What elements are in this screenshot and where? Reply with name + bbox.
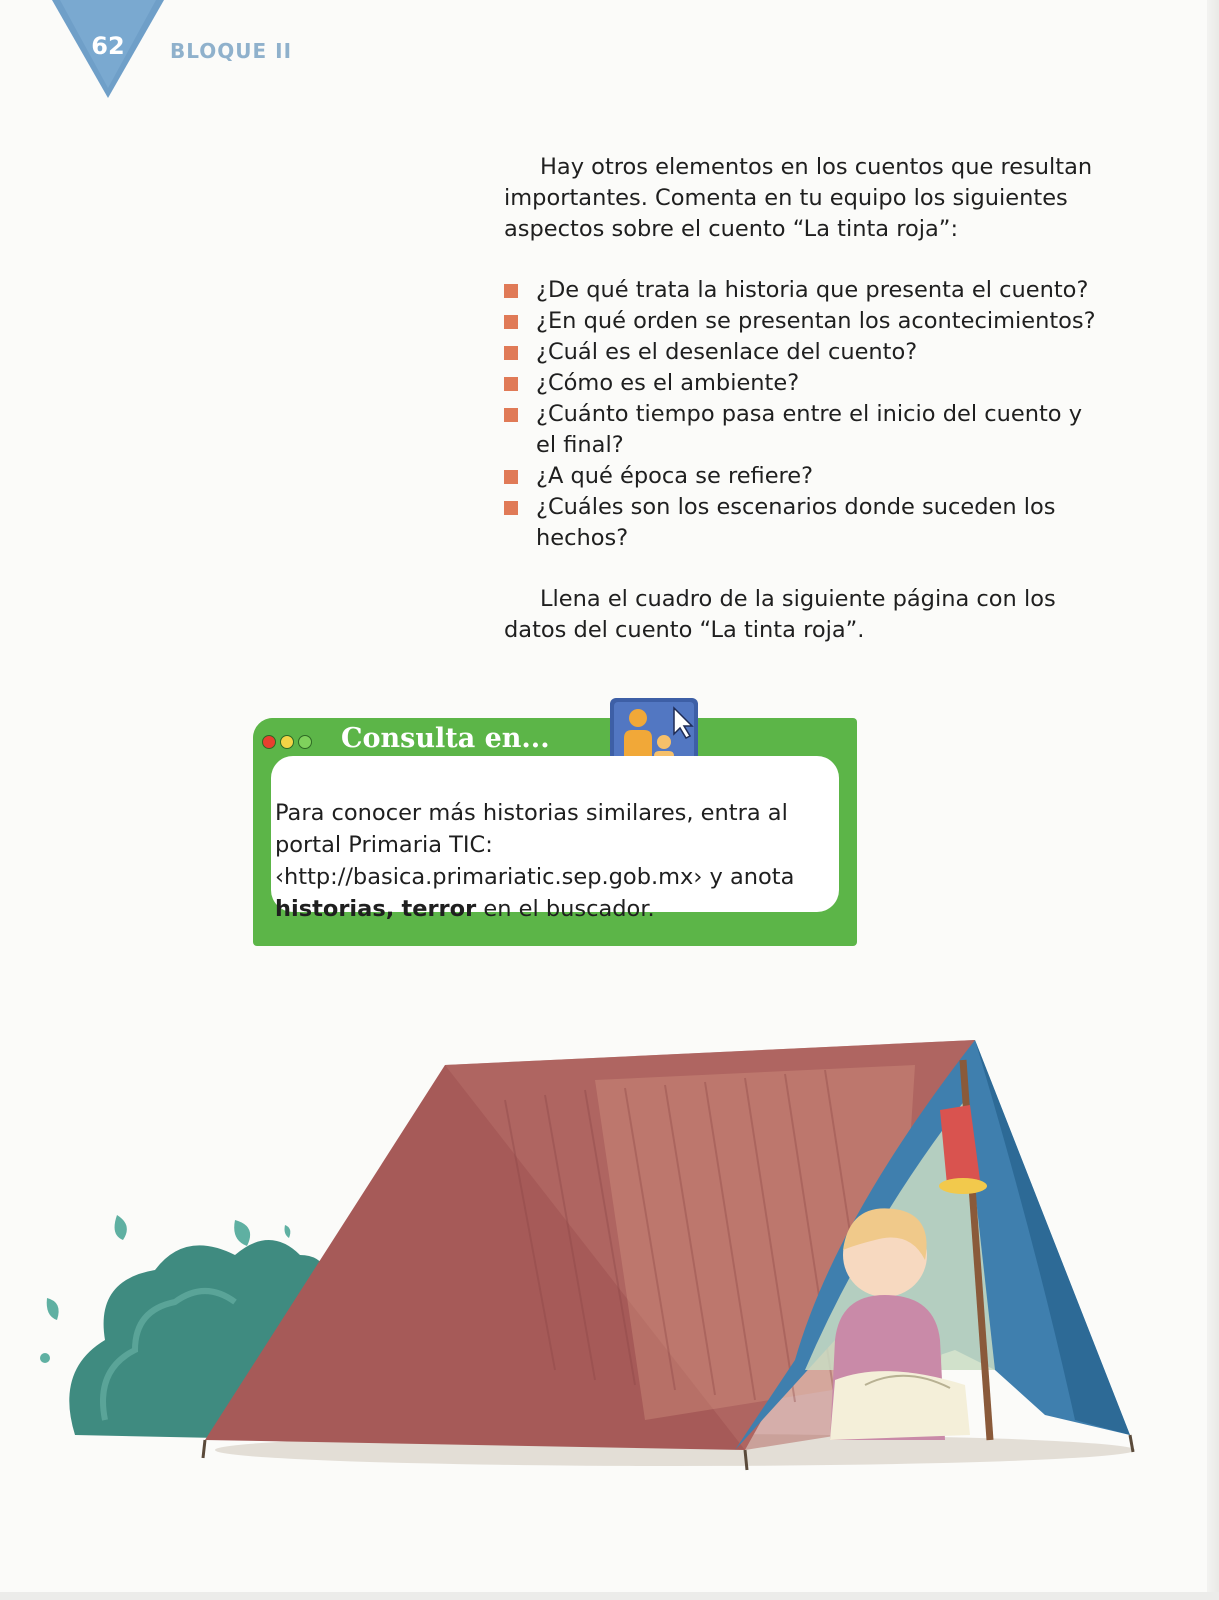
yellow-dot-icon <box>280 735 294 749</box>
square-bullet-icon <box>504 377 518 391</box>
consulta-text: Para conocer más historias similares, entra al portal Primaria TIC: ‹http://basica.primariatic.sep.gob.mx› y anota historias, terror en el buscador. <box>275 800 795 922</box>
intro-paragraph: Hay otros elementos en los cuentos que resultan importantes. Comenta en tu equipo los siguientes aspectos sobre el cuento “La tinta roja”: <box>504 154 1093 242</box>
tent-reading-illustration <box>35 1040 1165 1490</box>
square-bullet-icon <box>504 315 518 329</box>
closing-paragraph: Llena el cuadro de la siguiente página con los datos del cuento “La tinta roja”. <box>504 586 1056 643</box>
question-item: ¿Cuánto tiempo pasa entre el inicio del cuento y el final? <box>504 399 1104 461</box>
square-bullet-icon <box>504 408 518 422</box>
tent-icon <box>203 1040 1133 1470</box>
square-bullet-icon <box>504 501 518 515</box>
main-text <box>504 152 1104 646</box>
question-item: ¿En qué orden se presentan los acontecimientos? <box>504 306 1104 337</box>
consulta-box <box>253 696 857 946</box>
page-number: 62 <box>91 32 125 60</box>
window-dots <box>262 734 316 748</box>
question-item: ¿Cómo es el ambiente? <box>504 368 1104 399</box>
green-dot-icon <box>298 735 312 749</box>
question-item: ¿De qué trata la historia que presenta el cuento? <box>504 275 1104 306</box>
page-edge <box>1207 0 1219 1600</box>
search-keyword: historias, <box>275 896 395 922</box>
page-edge-bottom <box>0 1592 1219 1600</box>
square-bullet-icon <box>504 284 518 298</box>
red-dot-icon <box>262 735 276 749</box>
square-bullet-icon <box>504 346 518 360</box>
block-label: BLOQUE II <box>170 39 293 63</box>
question-item: ¿Cuál es el desenlace del cuento? <box>504 337 1104 368</box>
question-item: ¿Cuáles son los escenarios donde suceden los hechos? <box>504 492 1104 554</box>
search-keyword: terror <box>401 896 477 922</box>
consulta-title: Consulta en... <box>341 723 550 754</box>
question-list <box>504 275 1104 554</box>
question-item: ¿A qué época se refiere? <box>504 461 1104 492</box>
square-bullet-icon <box>504 470 518 484</box>
